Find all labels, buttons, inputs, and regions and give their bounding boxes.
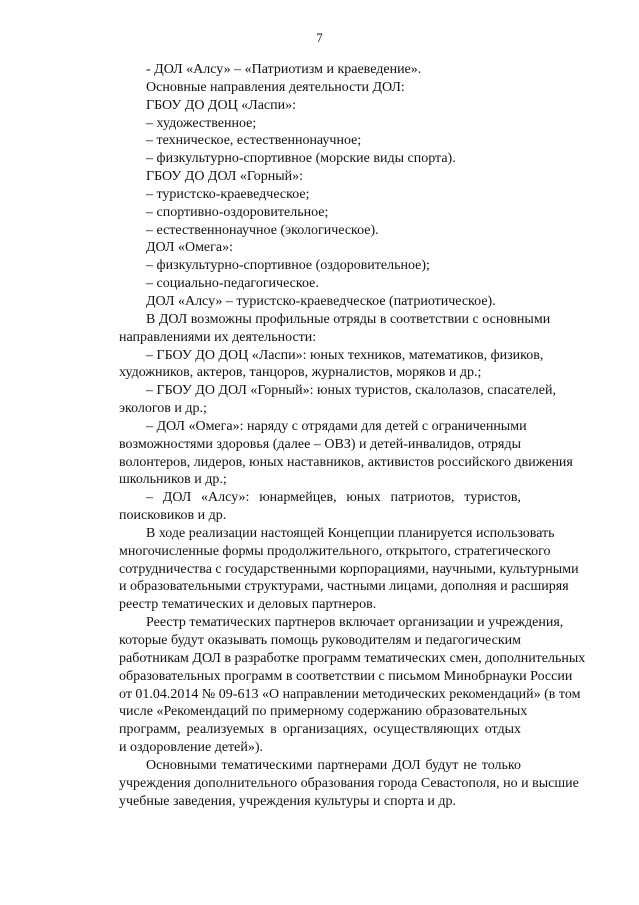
- text-line: реестр тематических и деловых партнеров.: [119, 597, 377, 613]
- text-line: числе «Рекомендаций по примерному содержанию образовательных: [119, 704, 528, 720]
- text-line: учебные заведения, учреждения культуры и спорта и др.: [119, 793, 457, 809]
- text-line: – техническое, естественнонаучное;: [146, 133, 362, 149]
- text-line: школьников и др.;: [119, 472, 227, 488]
- paragraph: [119, 311, 551, 347]
- page-number: 7: [316, 30, 323, 45]
- paragraph: [119, 418, 573, 489]
- paragraph: [119, 79, 521, 97]
- paragraph: [119, 525, 579, 614]
- text-line: ДОЛ «Алсу» – туристско-краеведческое (патриотическое).: [146, 293, 496, 309]
- paragraph: [119, 132, 521, 150]
- text-line: возможностями здоровья (далее – ОВЗ) и детей-инвалидов, отряды: [119, 436, 521, 452]
- text-line: – физкультурно-спортивное (оздоровительное);: [146, 258, 430, 274]
- paragraph: [119, 275, 521, 293]
- paragraph: [119, 757, 579, 811]
- text-line: – естественнонаучное (экологическое).: [146, 222, 379, 238]
- text-line: - ДОЛ «Алсу» – «Патриотизм и краеведение».: [146, 62, 422, 77]
- paragraph: [119, 204, 521, 222]
- paragraph: [119, 382, 556, 418]
- paragraph: [119, 257, 521, 275]
- paragraph: [119, 115, 521, 133]
- text-line: Основными тематическими партнерами ДОЛ будут не только: [146, 757, 521, 773]
- paragraph: [119, 186, 521, 204]
- text-line: экологов и др.;: [119, 401, 207, 417]
- paragraph: [119, 293, 521, 311]
- paragraph: [119, 347, 544, 383]
- paragraph: [119, 150, 521, 168]
- paragraph: [119, 614, 586, 757]
- text-line: ГБОУ ДО ДОЦ «Ласпи»:: [146, 97, 297, 113]
- text-line: волонтеров, лидеров, юных наставников, активистов российского движения: [119, 454, 573, 470]
- text-line: – ГБОУ ДО ДОЦ «Ласпи»: юных техников, математиков, физиков,: [146, 347, 544, 363]
- text-line: ГБОУ ДО ДОЛ «Горный»:: [146, 169, 304, 185]
- paragraph: [119, 168, 521, 186]
- text-line: В ДОЛ возможны профильные отряды в соответствии с основными: [146, 311, 551, 327]
- text-line: от 01.04.2014 № 09-613 «О направлении методических рекомендаций» (в том: [119, 686, 581, 702]
- text-line: художников, актеров, танцоров, журналистов, моряков и др.;: [119, 365, 482, 381]
- text-line: – художественное;: [146, 115, 257, 131]
- text-line: – социально-педагогическое.: [146, 276, 319, 292]
- text-line: сотрудничества с государственными корпорациями, научными, культурными: [119, 561, 579, 577]
- text-line: поисковиков и др.: [119, 508, 227, 524]
- paragraph: [119, 222, 521, 240]
- text-line: В ходе реализации настоящей Концепции планируется использовать: [146, 525, 555, 541]
- text-line: и образовательными структурами, частными лицами, дополняя и расширяя: [119, 579, 569, 595]
- text-line: – туристско-краеведческое;: [146, 186, 310, 202]
- text-line: которые будут оказывать помощь руководителям и педагогическим: [119, 633, 521, 648]
- text-line: и оздоровление детей»).: [119, 740, 264, 756]
- text-line: – спортивно-оздоровительное;: [146, 204, 329, 220]
- text-line: работникам ДОЛ в разработке программ тематических смен, дополнительных: [119, 650, 586, 666]
- text-line: ДОЛ «Омега»:: [146, 240, 233, 256]
- paragraph: [119, 61, 521, 79]
- text-line: Реестр тематических партнеров включает организации и учреждения,: [146, 615, 564, 631]
- paragraph: [119, 97, 521, 115]
- text-line: Основные направления деятельности ДОЛ:: [146, 79, 405, 95]
- text-line: направлениями их деятельности:: [119, 329, 317, 345]
- document-body: [119, 61, 586, 810]
- text-line: образовательных программ в соответствии с письмом Минобрнауки России: [119, 668, 573, 684]
- text-line: – ГБОУ ДО ДОЛ «Горный»: юных туристов, скалолазов, спасателей,: [146, 383, 556, 399]
- text-line: программ, реализуемых в организациях, осуществляющих отдых: [119, 722, 521, 738]
- text-line: многочисленные формы продолжительного, открытого, стратегического: [119, 543, 551, 559]
- text-line: учреждения дополнительного образования города Севастополя, но и высшие: [119, 775, 579, 791]
- text-line: – физкультурно-спортивное (морские виды спорта).: [146, 151, 456, 167]
- text-line: – ДОЛ «Омега»: наряду с отрядами для детей с ограниченными: [146, 418, 527, 434]
- text-line: – ДОЛ «Алсу»: юнармейцев, юных патриотов, туристов,: [146, 490, 521, 506]
- paragraph: [119, 239, 521, 257]
- paragraph: [119, 489, 521, 525]
